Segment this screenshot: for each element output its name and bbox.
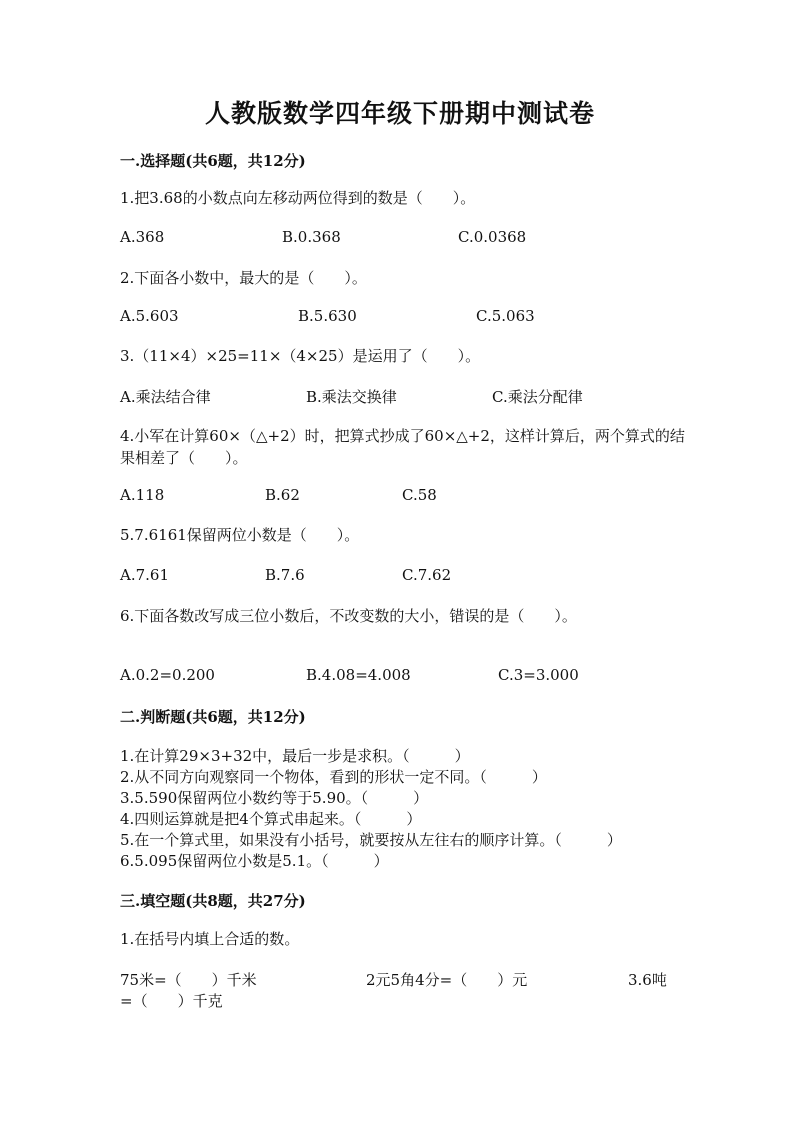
q4-option-c: C.58	[402, 486, 437, 504]
question-5: 5.7.6161保留两位小数是（ ）。	[120, 526, 360, 544]
q6-option-c: C.3=3.000	[498, 666, 579, 684]
question-2: 2.下面各小数中，最大的是（ ）。	[120, 269, 367, 287]
q2-option-c: C.5.063	[476, 307, 535, 325]
question-1: 1.把3.68的小数点向左移动两位得到的数是（ ）。	[120, 189, 476, 207]
section-heading-fill-blank: 三.填空题(共8题，共27分)	[120, 892, 306, 910]
q3-option-a: A.乘法结合律	[120, 388, 211, 406]
judgement-item-4: 4.四则运算就是把4个算式串起来。（ ）	[120, 810, 422, 828]
fill-question-1: 1.在括号内填上合适的数。	[120, 930, 300, 948]
q2-option-a: A.5.603	[120, 307, 179, 325]
q1-option-c: C.0.0368	[458, 228, 527, 246]
fill-blank-kilograms: =（ ）千克	[120, 992, 223, 1010]
judgement-item-5: 5.在一个算式里，如果没有小括号，就要按从左往右的顺序计算。（ ）	[120, 831, 622, 849]
q5-option-c: C.7.62	[402, 566, 452, 584]
q6-option-a: A.0.2=0.200	[120, 666, 215, 684]
fill-blank-tons: 3.6吨	[628, 971, 667, 989]
judgement-item-2: 2.从不同方向观察同一个物体，看到的形状一定不同。（ ）	[120, 768, 547, 786]
q5-option-a: A.7.61	[120, 566, 169, 584]
q1-option-a: A.368	[120, 228, 165, 246]
judgement-item-6: 6.5.095保留两位小数是5.1。（ ）	[120, 852, 389, 870]
q5-option-b: B.7.6	[265, 566, 305, 584]
q4-option-a: A.118	[120, 486, 165, 504]
question-4: 4.小军在计算60×（△+2）时，把算式抄成了60×△+2，这样计算后，两个算式的结果相差了（ ）。	[120, 427, 685, 467]
q3-option-b: B.乘法交换律	[306, 388, 397, 406]
q1-option-b: B.0.368	[282, 228, 341, 246]
q2-option-b: B.5.630	[298, 307, 357, 325]
section-heading-choice: 一.选择题(共6题，共12分)	[120, 152, 306, 170]
judgement-item-1: 1.在计算29×3+32中，最后一步是求积。（ ）	[120, 747, 470, 765]
page-title: 人教版数学四年级下册期中测试卷	[204, 99, 595, 128]
question-6: 6.下面各数改写成三位小数后，不改变数的大小，错误的是（ ）。	[120, 607, 577, 625]
q4-option-b: B.62	[265, 486, 300, 504]
fill-blank-yuan: 2元5角4分=（ ）元	[366, 971, 528, 989]
judgement-item-3: 3.5.590保留两位小数约等于5.90。（ ）	[120, 789, 429, 807]
fill-blank-meters: 75米=（ ）千米	[120, 971, 257, 989]
q6-option-b: B.4.08=4.008	[306, 666, 411, 684]
question-3: 3.（11×4）×25=11×（4×25）是运用了（ ）。	[120, 347, 481, 365]
q3-option-c: C.乘法分配律	[492, 388, 583, 406]
section-heading-judgement: 二.判断题(共6题，共12分)	[120, 708, 306, 726]
